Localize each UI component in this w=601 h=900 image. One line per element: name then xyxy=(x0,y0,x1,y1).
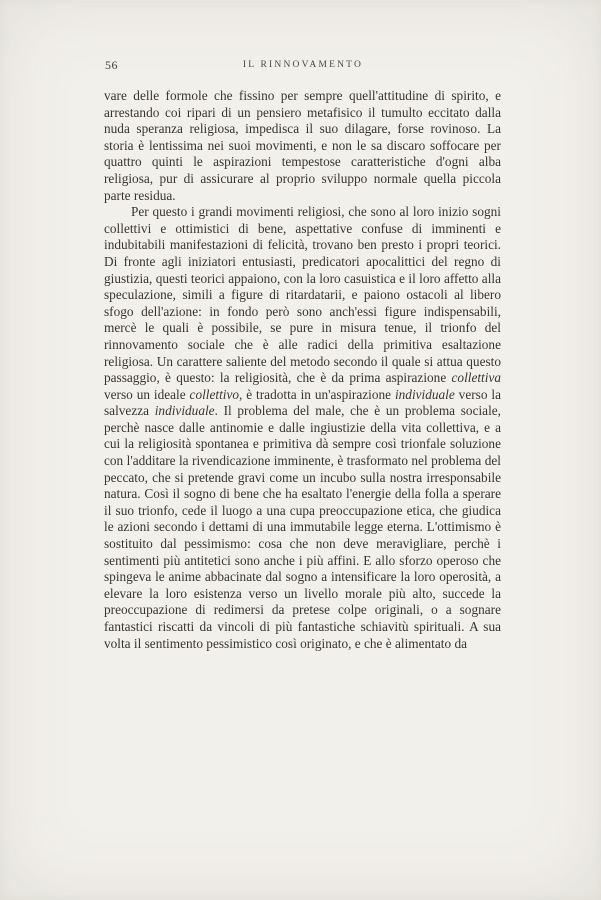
text-segment: vare delle formole che fissino per sempre quell'attitudine di spirito, e arrestando coi ripari di un pensiero metafisico il tumulto eccitato dalla nuda speranza religiosa, impedisca il suo dilagare, forse rovinoso. La storia è lentissima nei suoi movimenti, e non le sa discaro soffocare per quattro quinti le aspirazioni tempestose caratteristiche d'ogni alba religiosa, pur di assicurare al proprio sviluppo normale quella piccola parte residua. xyxy=(104,88,501,203)
text-segment: Per questo i grandi movimenti religiosi, che sono al loro inizio sogni collettivi e ottimistici di bene, aspettative confuse di imminenti e indubitabili manifestazioni di felicità, trovano ben presto i propri teorici. Di fronte agli iniziatori entusiasti, predicatori apocalittici del regno di giustizia, questi teorici appaiono, con la loro casuistica e il loro affetto alla speculazione, simili a figure di ritardatarii, e paiono ostacoli al libero sfogo dell'azione: in fondo però sono anch'essi figure indispensabili, mercè le quali è possibile, se pure in misura tenue, il trionfo del rinnovamento sociale che è alle radici della primitiva esaltazione religiosa. Un carattere saliente del metodo secondo il quale si attua questo passaggio, è questo: la religiosità, che è da prima aspirazione xyxy=(104,204,501,386)
text-block xyxy=(104,88,501,652)
italic-text-segment: individuale xyxy=(394,386,455,402)
italic-text-segment: collettiva xyxy=(451,370,501,386)
text-segment: verso un ideale xyxy=(104,386,190,402)
text-segment: , è tradotta in un'aspirazione xyxy=(239,386,395,402)
italic-text-segment: individuale xyxy=(154,403,215,419)
paragraph xyxy=(104,88,501,204)
page-number: 56 xyxy=(105,58,118,72)
page-header xyxy=(105,58,501,74)
italic-text-segment: collettivo xyxy=(189,386,240,402)
text-segment: verso la salvezza xyxy=(104,386,501,419)
running-title: IL RINNOVAMENTO xyxy=(242,60,364,70)
text-segment: . Il problema del male, che è un problema sociale, perchè nasce dalle antinomie e dalle ingiustizie della vita collettiva, e a cui la religiosità spontanea e primitiva dà sempre così trionfale soluzione con l'additare la rivendicazione imminente, è trasformato nel problema del peccato, che si pretende gravi come un incubo sulla nostra irresponsabile natura. Così il sogno di bene che ha esaltato l'energie della folla a sperare il suo trionfo, cede il luogo a una cupa preoccupazione etica, che giudica le azioni secondo i dettami di una immutabile legge eterna. L'ottimismo è sostituito dal pessimismo: cosa che non deve meravigliare, perchè i sentimenti più antitetici sono anche i più affini. E allo sforzo operoso che spingeva le anime abbacinate dal sogno a intensificare la loro operosità, a elevare la loro esistenza verso un livello morale più alto, succede la preoccupazione di redimersi da pretese colpe originali, o a sognare fantastici riscatti da vincoli di più fantastiche schiavitù spirituali. A sua volta il sentimento pessimistico così originato, e che è alimentato da xyxy=(104,403,502,651)
paragraph xyxy=(104,204,501,652)
